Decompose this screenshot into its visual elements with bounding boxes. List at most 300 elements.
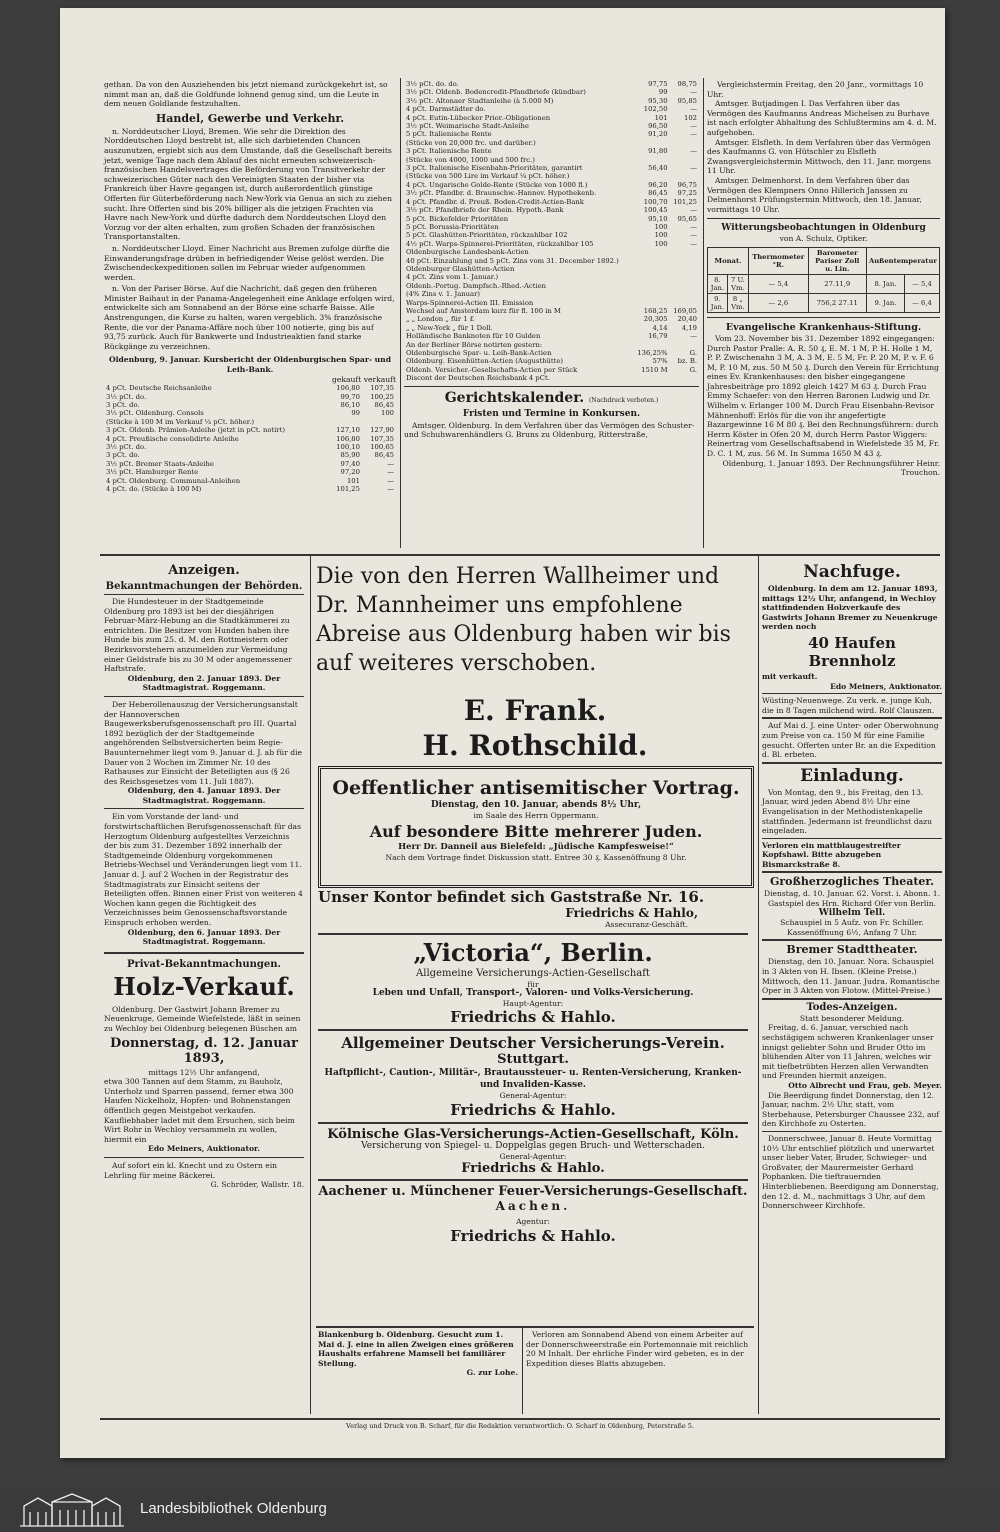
rule [404,386,699,387]
security-name: 5 pCt. Bickefelder Prioritäten [406,214,509,223]
berufsgenossenschaft-notice: Ein vom Vorstande der land- und forstwirtschaftlichen Berufsgenossenschaft für das Herzogtum Oldenburg aufgestelltes Verzeichnis der bis zum 31. Dezember 1892 innerhalb der Stadtgemeinde Oldenburg vorgekommenen Betriebs-Wechsel und Veränderungen liegt vom 11. Januar d. J. auf 2 Wochen in der Registratur des Stadtmagistrats zur Einsicht seitens der Beteiligten offen. Binnen einer Frist von weiteren 4 Wochen kann gegen die Richtigkeit des Verzeichnisses beim Genossenschaftsvorstande Einspruch erhoben werden. [104,812,303,927]
imprint-rule [100,1418,940,1420]
gericht-text: Amtsger. Oldenburg. In dem Verfahren über das Vermögen des Schuster- und Schuhwarenhändlers G. Bruns zu Oldenburg, Ritterstraße, [404,420,695,440]
krankenhaus-signature: Oldenburg, 1. Januar 1893. Der Rechnungsführer Heinr. Trouchon. [722,458,940,478]
price-cell: 107,35 [370,434,394,443]
court-weather-column [707,80,940,478]
ads-center-column [316,562,754,770]
price-cell: 96,20 [648,180,668,189]
victoria-title: „Victoria“, Berlin. [413,937,653,967]
abreise-ad: Die von den Herren Wallheimer und Dr. Mannheimer uns empfohlene Abreise aus Oldenburg haben wir bis auf weiteres verschoben. [316,564,731,676]
holz-verkauf-time: mittags 12½ Uhr anfangend, [148,1067,260,1077]
security-name: 3 pCt. Oldenb. Prämien-Anleihe (jetzt in pCt. notirt) [106,426,285,435]
kurs-row [104,468,396,476]
finance-row [404,349,699,357]
price-cell: — [690,231,697,240]
allg-city: Stuttgart. [497,1052,569,1068]
price-cell [670,139,699,147]
finance-table [404,80,699,383]
security-name: 4 pCt. Ungarische Golde-Rente (Stücke von 1000 fl.) [406,180,588,189]
rule [316,1326,754,1328]
security-name: „ „ London „ für 1 £ [406,315,475,324]
price-cell: 16,79 [648,332,668,341]
finance-row [404,265,699,273]
kurs-row [104,460,396,468]
finance-row [404,315,699,323]
rule [318,1122,748,1124]
verloren-kopfshawl-ad: Verloren ein mattblaugestreifter Kopfshawl. Bitte abzugeben Bismarckstraße 8. [762,840,901,869]
price-cell [362,418,396,426]
finance-row [404,324,699,332]
finance-row [404,273,699,281]
mamsell-ad: Blankenburg b. Oldenburg. Gesucht zum 1. Mai d. J. eine in allen Zweigen eines größeren Haushalts erfahrene Mamsell bei familiärer Stellung. [318,1330,514,1368]
finance-row [404,88,699,96]
weather-cell: 9. Jan. [866,293,904,312]
finance-row [404,122,699,130]
security-name: 3 pCt. do. [106,401,140,410]
price-cell: — [690,239,697,248]
finance-row [404,172,699,180]
koeln-title: Kölnische Glas-Versicherungs-Actien-Gesellschaft, Köln. [327,1126,739,1142]
price-cell: 85,90 [340,451,360,460]
price-cell [633,282,669,290]
rule [707,218,940,219]
rothschild-signature: H. Rothschild. [422,729,648,762]
finance-row [404,130,699,138]
security-name: 3½ pCt. Hamburger Rente [106,468,199,477]
price-cell [633,257,669,265]
price-cell: 101 [654,113,668,122]
newspaper-page [60,8,945,1458]
nachfuge-text: Oldenburg. In dem am 12. Januar 1893, mittags 12½ Uhr, anfangend, in Wechloy stattfindenden Holzverkaufe des Gastwirts Johann Bremer zu Neuenkruge werden noch [762,584,938,632]
behoerden-heading: Bekanntmachungen der Behörden. [104,581,304,595]
nachfuge-title: Nachfuge. [803,562,901,582]
verloren-ad-block [526,1330,754,1368]
krankenhaus-heading: Evangelische Krankenhaus-Stiftung. [725,321,922,333]
price-cell: 56,40 [648,164,668,173]
price-cell: 95,10 [648,214,668,223]
security-name: Holländische Banknoten für 10 Gulden [406,332,541,341]
bremer-theater-title: Bremer Stadttheater. [786,943,918,957]
rule [762,717,942,719]
price-cell: 20,305 [643,315,668,324]
hundesteuer-signature: Oldenburg, den 2. Januar 1893. Der Stadtmagistrat. Roggemann. [127,673,281,693]
finance-row [404,80,699,88]
finance-row [404,290,699,298]
security-name: (Stücke von 20,000 frc. und darüber.) [406,138,536,147]
price-cell: 127,10 [336,426,360,435]
finance-row [404,114,699,122]
vortrag-date: Dienstag, den 10. Januar, abends 8½ Uhr, [430,800,642,810]
price-cell [633,273,669,281]
price-cell: 95,85 [677,96,697,105]
price-cell: 100,65 [370,443,394,452]
price-cell: 86,45 [374,401,394,410]
security-name: 3½ pCt. do. do. [406,80,459,88]
price-cell: — [690,130,697,139]
price-cell: 100,70 [643,197,668,206]
weather-cell: — 6,4 [904,293,939,312]
rule [318,1029,748,1031]
aachen-title: Aachener u. Münchener Feuer-Versicherungs-Gesellschaft. [318,1184,748,1200]
price-cell: — [690,206,697,215]
victoria-subtitle: Allgemeine Versicherungs-Actien-Gesellschaft [416,967,650,979]
price-cell: 127,90 [370,426,394,435]
finance-row [404,223,699,231]
price-cell: 99,70 [340,392,360,401]
security-name: (Stücke von 4000, 1000 und 500 frc.) [406,155,535,164]
delmenhorst-text: Amtsger. Delmenhorst. In dem Verfahren über das Vermögen des Klempners Onno Hillerich Janssen zu Delmenhorst Prüfungstermin Mittwoch, den 18. Januar, vormittags 10 Uhr. [707,175,922,214]
price-cell [670,257,699,265]
security-name: (Stücke von 500 Lire im Verkauf ¼ pCt. höher.) [406,172,570,181]
todes-notice-1-signature: Otto Albrecht und Frau, geb. Meyer. [788,1080,942,1090]
wetter-heading: Witterungsbeobachtungen in Oldenburg [721,223,926,234]
price-cell: 98,75 [677,80,697,88]
price-cell: — [690,122,697,131]
security-name: 3½ pCt. do. [106,392,147,401]
finance-row [404,366,699,374]
brennholz-title: 40 Haufen Brennholz [808,633,896,670]
todes-title: Todes-Anzeigen. [806,1001,898,1013]
price-cell: 96,50 [648,122,668,131]
price-cell: 100 [654,239,668,248]
security-name: Oldenb.-Portug. Dampfsch.-Rhed.-Actien [406,281,547,290]
price-cell: 168,25 [643,306,668,315]
holz-verkauf-date: Donnerstag, d. 12. Januar 1893, [110,1035,298,1066]
security-name: 3 pCt. Italienische Rente [406,147,492,156]
theater-text: Dienstag, d. 10. Januar. 62. Vorst. i. Abonn. 1. Gastspiel des Hrn. Richard Ofer von Berlin. [763,889,941,909]
rule [707,317,940,318]
weather-cell: 8 „ Vm. [727,293,748,312]
todes-notice-1: Freitag, d. 6. Januar, verschied nach sechstägigem schweren Krankenlager unser innigst geliebter Sohn und Bruder Otto im blühenden Alter von 11 Jahren, welches wir mit tiefbetrübten Herzen allen Verwandten und Freunden hiermit anzeigen. [762,1023,934,1081]
wetter-subheading: von A. Schulz, Optiker. [779,234,868,244]
finance-row [404,332,699,340]
price-cell: 106,80 [336,384,360,393]
price-cell: 96,75 [677,180,697,189]
brennholz-signature: Edo Meiners, Auktionator. [830,681,942,691]
weather-header-cell: Barometer Pariser Zoll u. Lin. [808,247,866,274]
price-cell [670,299,699,307]
kurs-row [104,393,396,401]
kurs-row [104,401,396,409]
weather-header-cell: Thermometer °R. [749,247,809,274]
security-name: Oldenburg. Eisenhütten-Actien (Augusthütte) [406,357,564,366]
price-cell: — [387,468,394,477]
security-name: 4 pCt. do. (Stücke à 100 M) [106,485,202,494]
price-cell: 169,05 [673,306,697,315]
todes-notice-2: Donnerschwee, Januar 8. Heute Vormittag 10½ Uhr entschlief plötzlich und unerwartet unser lieber Vater, Bruder, Schwieger- und Großvater, der Maurermeister Gerhard Pophanken. Die tieftrauernden Hinterbliebenen. Beerdigung am Donnerstag, den 12. d. M., nachmittags 3 Uhr, auf dem Donnerschweer Kirchhofe. [762,1133,939,1211]
einladung-text: Von Montag, den 9., bis Freitag, den 13. Januar, wird jeden Abend 8½ Uhr eine Evangelisation in der Methodistenkapelle stattfinden. Jedermann ist freundlichst dazu eingeladen. [762,787,933,836]
kurs-row [104,426,396,434]
price-cell: 101,25 [673,197,697,206]
column-rule [758,556,759,1414]
vortrag-bitte: Auf besondere Bitte mehrerer Juden. [369,822,703,842]
butjadingen-text: Amtsger. Butjadingen I. Das Verfahren über das Vermögen des Kaufmanns Andreas Michelsen zu Burhave ist nach erfolgter Abhaltung des Schlußtermins am 4. d. M. aufgehoben. [707,99,937,137]
price-cell: — [387,485,394,494]
price-cell [670,156,699,164]
column-rule [310,556,311,1414]
finance-row [404,299,699,307]
price-cell: bz. B. [677,357,697,366]
security-name: 5 pCt. Italienische Rente [406,130,492,139]
kurs-row [104,443,396,451]
rule [318,1179,748,1181]
koeln-line: Versicherung von Spiegel- u. Doppelglas gegen Bruch- und Wetterschaden. [361,1140,705,1151]
column-rule [400,78,401,548]
security-name: 3½ pCt. Pfandbr. d. Braunschw.-Hannov. Hypothekenb. [406,189,597,198]
finance-row [404,139,699,147]
weather-table [707,247,940,313]
finance-row [404,341,699,349]
weather-header-cell: Außentemperatur [866,247,939,274]
price-cell: 91,20 [648,130,668,139]
vortrag-speaker: Herr Dr. Danneil aus Bielefeld: „Jüdische Kampfesweise!“ [398,842,674,853]
kurs-row [104,477,396,485]
price-cell: 102,50 [643,105,668,114]
wohnung-ad: Auf Mai d. J. eine Unter- oder Oberwohnung zum Preise von ca. 150 M für eine Familie gesucht. Offerten unter Br. an die Expedition d. Bl. erbeten. [762,721,939,760]
security-name: An der Berliner Börse notirten gestern: [406,340,543,349]
finance-row [404,198,699,206]
finance-row [404,282,699,290]
security-name: Oldenb. Versicher.-Gesellschafts-Actien per Stück [406,365,578,374]
price-cell: 1510 M [641,365,668,374]
knecht-signature: G. Schröder, Wallstr. 18. [210,1180,304,1190]
koeln-agent: Friedrichs & Hahlo. [461,1161,605,1177]
weather-row [708,274,940,293]
kurs-row [104,418,396,426]
gold-article-tail: gethan. Da von den Ausziehenden bis jetzt niemand zurückgekehrt ist, so nimmt man an, daß die Goldfunde lohnend genug sind, um die Leute in dem neuen Goldlande festzuhalten. [104,80,388,109]
library-footer [0,1488,1000,1532]
security-name: 4 pCt. Eutin-Lübecker Prior.-Obligationen [406,113,551,122]
price-cell [633,341,669,349]
security-name: 4 pCt. Deutsche Reichsanleihe [106,384,212,393]
boerse-article: n. Von der Pariser Börse. Auf die Nachricht, daß gegen den früheren Minister Baihaut in der Panama-Angelegenheit eine Anklage erfolgen wird, entwickelte sich am Sonnabend an der Börse eine scharfe Baisse. Alle Anstrengungen, die Kurse zu halten, waren vergeblich. 3% französische Rente, die vor der Panama-Affäre noch über 100 notierte, ging bis auf 93,75 zurück. Auch für Bankwerte und Industrieaktien fand starke Rückgänge zu verzeichnen. [104,284,395,351]
security-name: 4½ pCt. Warps-Spinnerei-Prioritäten, rückzahlbar 105 [406,239,594,248]
gericht-subheading: Fristen und Termine in Konkursen. [462,408,641,419]
price-cell: G. [689,365,697,374]
weather-row [708,293,940,312]
lloyd-article-1: n. Norddeutscher Lloyd, Bremen. Wie sehr die Direktion des Norddeutschen Lloyd bestrebt ist, alle sich darbietenden Chancen auszunutzen, ergiebt sich aus dem Umstande, daß die Gesellschaft bereits jetzt, wenige Tage nach dem Ablauf des nicht erneuten schweizerisch-französischen Handelsvertrages die Beförderung von Transitverkehr der schweizerischen Güter nach den Vereinigten Staaten der bisher via Frankreich über Havre gegangen ist, durch außerordentlich günstige Offerten für Güterbeförderung nach New-York via Genua an sich zu ziehen sucht. Ihre Offerten sind bis 20% billiger als die jetzigen Frachten via Havre nach New-York und dürfte dadurch dem Norddeutschen Lloyd den Vorzug vor der alten erhalten, zum großen Schaden der französischen Transportanstalten. [104,126,392,242]
security-name: 3½ pCt. Pfandbriefe der Rhein. Hypoth.-Bank [406,206,564,215]
aachen-city: Aachen. [495,1199,571,1214]
price-cell: 106,80 [336,434,360,443]
rule [762,871,942,873]
finance-row [404,215,699,223]
lloyd-article-2: n. Norddeutscher Lloyd. Einer Nachricht aus Bremen zufolge dürfte die Einwanderungsfrage drüben in befriedigender Weise gelöst werden. Die Zwischendeckexpeditionen sollen im Februar wieder aufgenommen werden. [104,243,390,282]
kuh-ad: Wüsting-Neuenwege. Zu verk. e. junge Kuh, die in 8 Tagen milchend wird. Rolf Clauszen. [762,696,935,715]
price-cell: 100,10 [336,443,360,452]
price-cell: 97,40 [340,459,360,468]
security-name: 3½ pCt. Oldenburg. Consols [106,409,204,418]
price-cell: 100 [381,409,394,418]
price-cell [633,374,669,382]
price-cell [633,172,669,180]
vortrag-title: Oeffentlicher antisemitischer Vortrag. [332,777,740,799]
rule [762,838,942,839]
vortrag-box [318,766,754,888]
price-cell: 107,35 [370,384,394,393]
weather-cell: 7 U. Vm. [727,274,748,293]
victoria-agentur-label: Haupt-Agentur: [502,998,564,1008]
security-name: 3½ pCt. Bremer Staats-Anleihe [106,459,214,468]
price-cell [633,139,669,147]
news-column [104,80,396,494]
rule [762,998,942,1000]
security-name: 3 pCt. do. [106,451,140,460]
security-name: 4 pCt. Darmstädter do. [406,105,486,114]
gericht-title: Gerichtskalender. [444,389,585,406]
rule [104,696,304,697]
victoria-agent: Friedrichs & Hahlo. [450,1008,616,1027]
price-cell: 100,45 [643,206,668,215]
weather-cell: — 5,4 [749,274,809,293]
allg-agent: Friedrichs & Hahlo. [450,1100,616,1119]
kurs-row [104,485,396,493]
heberolle-signature: Oldenburg, den 4. Januar 1893. Der Stadtmagistrat. Roggemann. [127,786,281,805]
krankenhaus-text: Vom 23. November bis 31. Dezember 1892 eingegangen: Durch Pastor Pralle: A. R. 50 ₰, E. M. 1 M, P. H. Holle 1 M, P. P. Zwischenahn 3 M, A. 3 M, E. 5 M, Fr. P. 20 M, P. v. F. 6 M, P. 10 M, zus. 50 M 50 ₰. Durch den Verein für Errichtung eines Ev. Krankenhauses: den bisher eingegangene Jahresbeiträge pro 1892 gleich 1427 M 63 ₰. Durch Frau Emmy Schaefer: von den Herren Baronen Ludwig und Dr. Wilhelm v. Erlanger 100 M. Durch Frau Eisenbahn-Revisor Mähnenhoff: Erlös für die von ihr angefertigte Bazargewinne 16 M 80 ₰. Bei den Rechnungsführern: durch Herrn Köster in Ofen 20 M, durch Herrn Pastor Wiggers: Reinertrag vom Gesellschaftsabend in Wiefelstede 35 M, Fr. D. C. 1 M, zus. 56 M. In Summa 1650 M 43 ₰. [707,333,940,459]
vortrag-details: Nach dem Vortrage findet Diskussion statt. Entree 30 ₰. Kassenöffnung 8 Uhr. [385,852,687,862]
anzeigen-heading: Anzeigen. [168,563,240,578]
price-cell: 99 [351,409,360,418]
price-cell: 95,65 [677,214,697,223]
security-name: 3½ pCt. Altonaer Stadtanleihe (à 5.000 M) [406,96,554,105]
kurs-row [104,451,396,459]
bremer-theater-text: Dienstag, den 10. Januar. Nora. Schauspiel in 3 Akten von H. Ibsen. (Kleine Preise.) Mittwoch, den 11. Januar. Judra. Romantische Oper in 3 Akten von Flotow. (Mittel-Preise.) [762,957,940,996]
todes-notice-1-funeral: Die Beerdigung findet Donnerstag, den 12. Januar, nachm. 2½ Uhr, statt, vom Sterbehause, Petersburger Chaussee 232, auf den Kirchhofe zu Osterten. [762,1090,940,1129]
price-cell [633,248,669,256]
kurs-row [104,409,396,417]
price-cell: 99 [658,88,668,97]
allg-lines: Haftpflicht-, Caution-, Militär-, Brautaussteuer- u. Renten-Versicherung, Kranken- und Invaliden-Kasse. [324,1068,742,1091]
security-name: 4 pCt. Oldenburg. Communal-Anleihen [106,476,241,485]
price-cell: 95,30 [648,96,668,105]
price-cell: — [690,332,697,341]
finance-row [404,181,699,189]
security-name: 4 pCt. Preußische consolidirte Anleihe [106,434,239,443]
allg-agentur-label: General-Agentur: [499,1091,567,1101]
price-cell [670,374,699,382]
finance-column [404,80,699,440]
price-cell: 97,20 [340,468,360,477]
berufsgenossenschaft-signature: Oldenburg, den 6. Januar 1893. Der Stadtmagistrat. Roggemann. [127,927,281,947]
security-name: 5 pCt. Glashütten-Prioritäten, rückzahlbar 102 [406,231,568,240]
aachen-agentur-label: Agentur: [516,1217,550,1227]
imprint: Verlag und Druck von B. Scharf, für die Redaktion verantwortlich: O. Scharf in Oldenburg, Peterstraße 5. [346,1422,694,1430]
security-name: 4 pCt. Pfandbr. d. Preuß. Boden-Credit-Actien-Bank [406,197,584,206]
security-name: 3½ pCt. Weimarische Stadt-Anleihe [406,122,529,131]
rule [762,1131,942,1132]
price-cell: 101,25 [336,485,360,494]
price-cell: 97,25 [677,189,697,198]
price-cell: G. [689,349,697,357]
kurs-table [104,384,396,493]
kontor-company-sub: Assecuranz-Geschäft. [605,920,688,929]
weather-cell: 756,2 27.11 [808,293,866,312]
ads-right-column [762,560,942,1211]
kontor-company: Friedrichs & Hahlo, [565,906,698,920]
price-cell [670,265,699,273]
price-cell [633,299,669,307]
victoria-lines: Leben und Unfall, Transport-, Valoren- und Volks-Versicherung. [372,988,694,999]
price-cell: — [387,476,394,485]
price-cell: 57% [652,357,668,366]
rule [104,808,304,809]
price-cell [633,156,669,164]
finance-row [404,307,699,315]
kursbericht-columns: gekauft verkauft [332,374,396,384]
price-cell: — [690,147,697,156]
hundesteuer-notice: Die Hundesteuer in der Stadtgemeinde Oldenburg pro 1893 ist bei der diesjährigen Februar-März-Hebung an die Stadtkämmerei zu entrichten. Die Besitzer von Hunden haben ihre Hunde bis zum 25. d. M. den Rottmeistern oder Bezirksvorstehern anzumelden zur Vermeidung einer Geldstrafe bis zu 30 M oder angemessener Haftstrafe. [104,597,292,674]
frank-signature: E. Frank. [463,694,607,727]
finance-row [404,105,699,113]
security-name: Oldenburger Glashütten-Actien [406,264,515,273]
kurs-row [104,435,396,443]
privat-heading: Privat-Bekanntmachungen. [126,958,282,970]
rule [762,693,942,694]
weather-cell: — 2,6 [749,293,809,312]
price-cell: — [690,105,697,114]
vortrag-venue: im Saale des Herrn Oppermann. [473,810,599,820]
gericht-heading [404,390,699,406]
security-name: Oldenburgische Landesbank-Actien [406,248,529,257]
column-rule [522,1328,523,1414]
mamsell-signature: G. zur Lohe. [466,1368,518,1378]
section-rule [100,554,940,556]
price-cell: 86,45 [374,451,394,460]
price-cell [633,290,669,298]
security-name: 3½ pCt. do. [106,443,147,452]
library-name[interactable]: Landesbibliothek Oldenburg [140,1500,327,1517]
price-cell: 102 [684,113,697,122]
weather-cell: — 5,4 [904,274,939,293]
price-cell: 101 [346,476,360,485]
notices-column [104,560,304,1190]
finance-row [404,231,699,239]
rule [762,762,942,764]
security-name: (Stücke à 100 M im Verkauf ¼ pCt. höher.) [106,417,255,426]
price-cell: — [690,88,697,97]
holz-verkauf-text-2: etwa 300 Tannen auf dem Stamm, zu Bauholz, Unterholz und Sparren passend, ferner etwa 300 Haufen Nickelholz, Hopfen- und Bohnenstangen öffentlich gegen Meistgebot verkaufen. Kaufliebhaber ladet mit dem Ersuchen, sich beim Wirt Rohr in Wechloy versammeln zu wollen, hiermit ein [104,1077,295,1144]
price-cell: 100 [654,222,668,231]
knecht-ad: Auf sofort ein kl. Knecht und zu Ostern ein Lehrling für meine Bäckerei. [104,1160,278,1180]
price-cell: 97,75 [648,80,668,88]
weather-cell: 8. Jan. [866,274,904,293]
security-name: 3½ pCt. Oldenb. Bodencredit-Pfandbriefe (kündbar) [406,88,586,97]
security-name: 40 pCt. Einzahlung und 5 pCt. Zins vom 31. December 1892.) [406,256,619,265]
finance-row [404,374,699,382]
security-name: 4 pCt. Zins vom 1. Januar.) [406,273,499,282]
price-cell [633,265,669,273]
theater-text-2: Schauspiel in 5 Aufz. von Fr. Schiller. Kassenöffnung 6½, Anfang 7 Uhr. [780,918,924,937]
library-building-icon [16,1492,128,1528]
mamsell-ad-block [318,1330,518,1378]
weather-cell: 27.11,9 [808,274,866,293]
victoria-fuer: für [527,979,539,989]
insurance-ads [318,888,748,1245]
price-cell [670,290,699,298]
price-cell: — [690,222,697,231]
elsfleth-text: Amtsger. Elsfleth. In dem Verfahren über das Vermögen des Kaufmanns G. von Hütschler zu Elsfleth Zwangsvergleichstermin Mittwoch, den 11. Janr. morgens 11 Uhr. [707,137,931,176]
column-rule [703,78,704,548]
holz-verkauf-title: Holz-Verkauf. [113,971,295,1001]
price-cell: 100 [654,231,668,240]
allg-title: Allgemeiner Deutscher Versicherungs-Verein. [341,1034,725,1053]
gericht-note: (Nachdruck verboten.) [589,396,659,404]
koeln-agentur-label: General-Agentur: [499,1151,567,1161]
rule [318,933,748,935]
todes-subtitle: Statt besonderer Meldung. [799,1013,905,1023]
finance-row [404,156,699,164]
